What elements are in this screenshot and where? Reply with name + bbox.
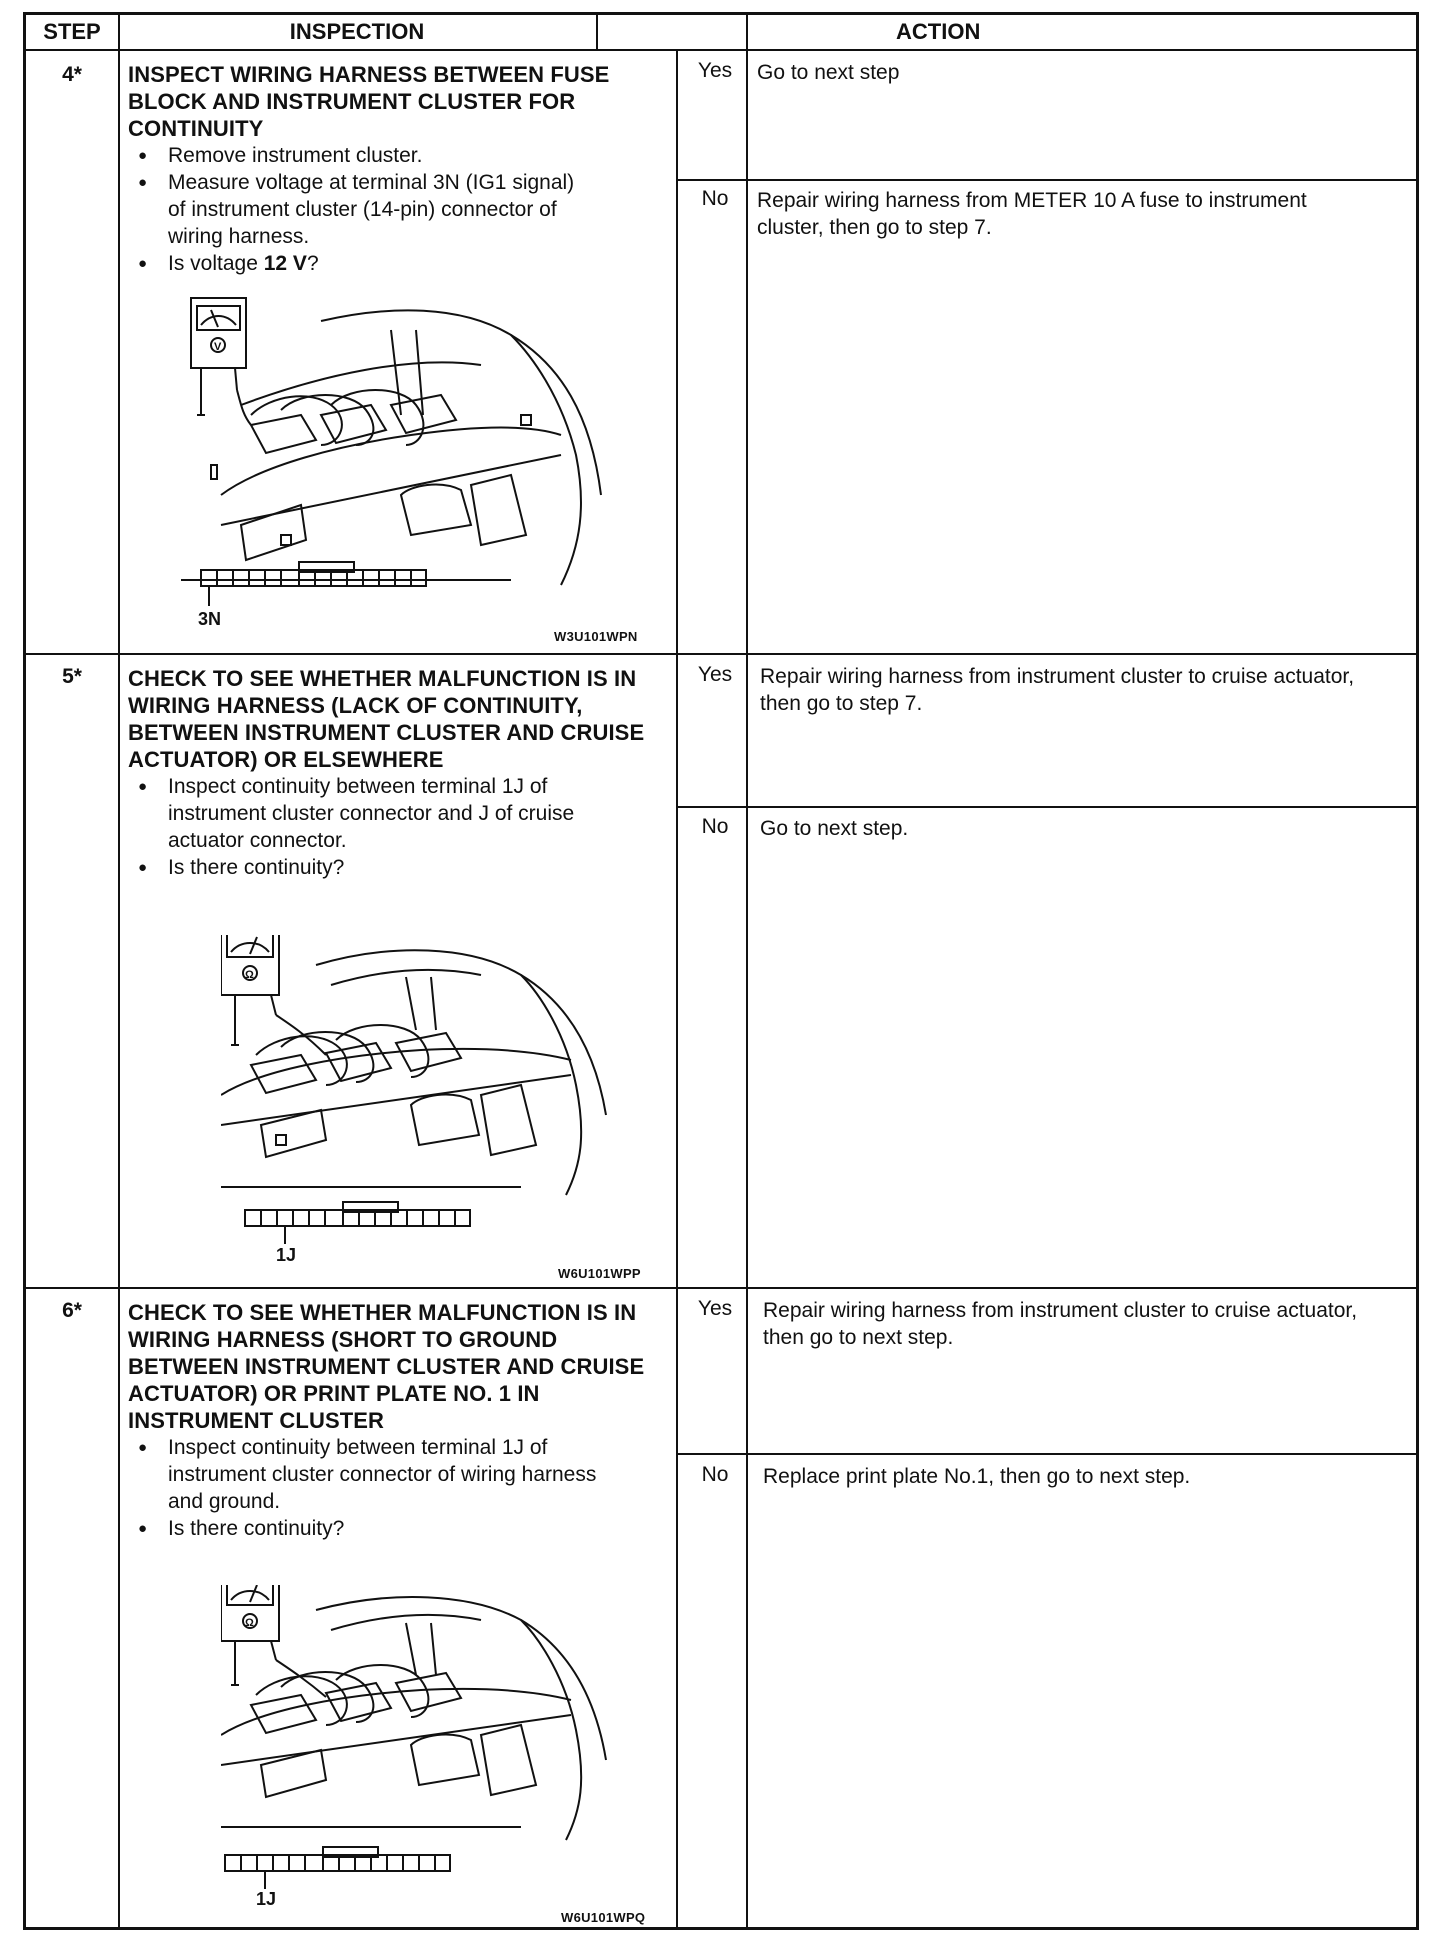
figure-code: W3U101WPN xyxy=(554,629,638,644)
bullet-list xyxy=(128,773,628,881)
yes-action: Repair wiring harness from instrument cluster to cruise actuator, then go to step 7. xyxy=(760,665,1355,715)
yes-label: Yes xyxy=(697,1297,733,1320)
question-mark: ? xyxy=(306,252,319,275)
connector-diagram xyxy=(199,560,439,610)
terminal-label: 1J xyxy=(276,1245,297,1265)
step-number: 6* xyxy=(62,1299,82,1322)
bullet-list xyxy=(128,1434,628,1542)
bullet-list xyxy=(128,169,588,277)
figure-code: W6U101WPP xyxy=(558,1266,641,1281)
bullet-item xyxy=(128,250,588,277)
no-action: Replace print plate No.1, then go to next step. xyxy=(763,1465,1191,1488)
header-step: STEP xyxy=(26,15,118,51)
yes-label: Yes xyxy=(697,59,733,82)
step-title: CHECK TO SEE WHETHER MALFUNCTION IS IN WIRING HARNESS (SHORT TO GROUND BETWEEN INSTRUMENT CLUSTER AND CRUISE ACTUATOR) OR PRINT PLATE NO. 1 IN INSTRUMENT CLUSTER xyxy=(128,1300,645,1433)
multimeter-icon xyxy=(191,298,251,425)
yes-action: Repair wiring harness from instrument cluster to cruise actuator, then go to next step. xyxy=(763,1299,1358,1349)
connector-diagram xyxy=(223,1845,463,1895)
connector-diagram xyxy=(243,1200,483,1250)
no-label: No xyxy=(701,187,729,210)
step-title: CHECK TO SEE WHETHER MALFUNCTION IS IN WIRING HARNESS (LACK OF CONTINUITY, BETWEEN INSTRUMENT CLUSTER AND CRUISE ACTUATOR) OR ELSEWHERE xyxy=(128,666,645,772)
yes-label: Yes xyxy=(697,663,733,686)
inspection-cell xyxy=(128,61,676,277)
terminal-label: 3N xyxy=(198,609,222,629)
bullet-item: ● Is there continuity? xyxy=(128,854,628,881)
step-title: INSPECT WIRING HARNESS BETWEEN FUSE BLOCK AND INSTRUMENT CLUSTER FOR CONTINUITY xyxy=(128,62,610,141)
no-label: No xyxy=(701,1463,729,1486)
meter-diagram xyxy=(221,1585,641,1865)
meter-symbol: Ω xyxy=(245,969,254,981)
meter-symbol: Ω xyxy=(245,1617,254,1629)
inspection-cell xyxy=(128,1299,676,1542)
bullet-item: ● Inspect continuity between terminal 1J of instrument cluster connector and J of cruise actuator connector. xyxy=(128,773,628,854)
terminal-label: 1J xyxy=(256,1889,277,1909)
step-number: 4* xyxy=(62,63,82,86)
header-action: ACTION xyxy=(596,15,1416,51)
question-text: Is voltage xyxy=(168,252,264,275)
bullet-item: ● Is there continuity? xyxy=(128,1515,628,1542)
no-action: Go to next step. xyxy=(760,817,909,840)
step-number: 5* xyxy=(62,665,82,688)
no-action: Repair wiring harness from METER 10 A fuse to instrument cluster, then go to step 7. xyxy=(757,189,1307,239)
diagnostic-table xyxy=(23,12,1419,1930)
bullet-list xyxy=(128,142,588,169)
question-value: 12 V xyxy=(263,252,307,275)
yes-action: Go to next step xyxy=(757,61,900,84)
inspection-cell xyxy=(128,665,676,881)
bullet-item: ● Inspect continuity between terminal 1J of instrument cluster connector of wiring harness and ground. xyxy=(128,1434,628,1515)
bullet-item: ● Remove instrument cluster. xyxy=(128,142,588,169)
meter-symbol: V xyxy=(214,341,222,353)
meter-diagram xyxy=(221,935,641,1235)
multimeter-icon xyxy=(221,1585,326,1697)
bullet-item: ● Measure voltage at terminal 3N (IG1 signal) of instrument cluster (14-pin) connector of wiring harness. xyxy=(128,169,588,250)
no-label: No xyxy=(701,815,729,838)
figure-code: W6U101WPQ xyxy=(561,1910,646,1925)
header-inspection: INSPECTION xyxy=(118,15,596,51)
